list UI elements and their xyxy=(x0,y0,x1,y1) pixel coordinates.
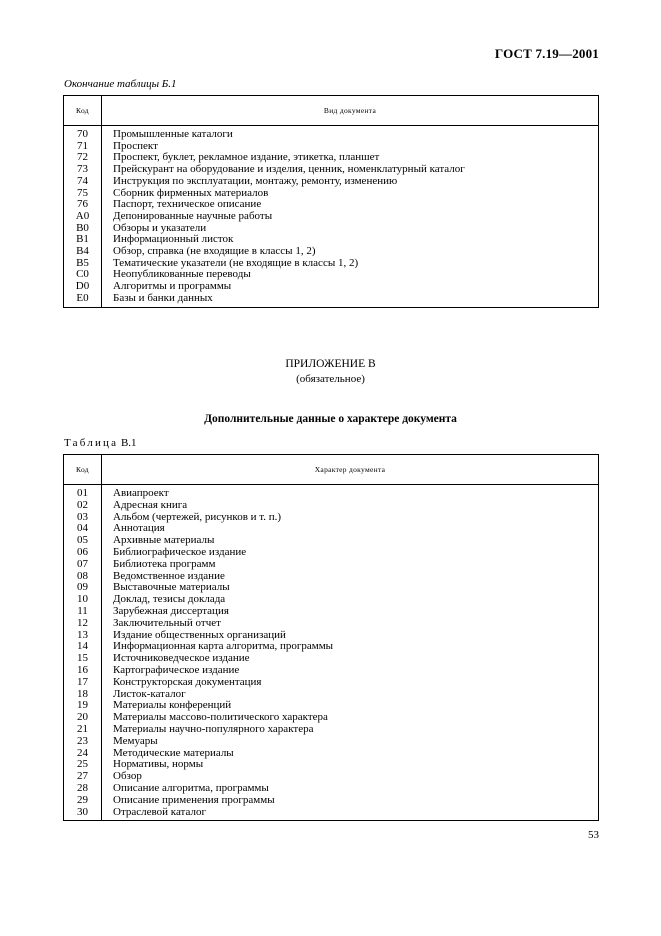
row-code: 20 xyxy=(64,712,102,724)
row-name: Отраслевой каталог xyxy=(113,805,206,818)
row-name: Выставочные материалы xyxy=(113,581,230,594)
table-label-word: Таблица xyxy=(64,437,119,449)
row-code: 19 xyxy=(64,700,102,712)
table-row xyxy=(64,724,599,736)
table-label-number: В.1 xyxy=(120,437,137,449)
row-code: 08 xyxy=(64,571,102,583)
row-name: Библиографическое издание xyxy=(113,545,247,558)
row-code: 09 xyxy=(64,582,102,594)
row-name: Конструкторская документация xyxy=(113,675,262,688)
row-name: Издание общественных организаций xyxy=(113,628,286,641)
row-code: 18 xyxy=(64,689,102,701)
row-name: Прейскурант на оборудование и изделия, ценник, номенклатурный каталог xyxy=(113,163,465,176)
row-code: 10 xyxy=(64,594,102,606)
row-name: Заключительный отчет xyxy=(113,616,221,629)
column-header-document-type: Вид документа xyxy=(102,96,599,126)
row-code: 23 xyxy=(64,736,102,748)
row-code: 15 xyxy=(64,653,102,665)
row-name: Алгоритмы и программы xyxy=(113,280,232,293)
row-code: B5 xyxy=(64,258,102,270)
column-header-document-character: Характер документа xyxy=(102,455,599,485)
row-name: Зарубежная диссертация xyxy=(113,604,229,617)
row-name: Обзор xyxy=(113,770,142,783)
row-name: Проспект xyxy=(113,139,158,152)
table-label xyxy=(64,437,137,449)
table-row xyxy=(64,783,599,795)
row-name: Библиотека программ xyxy=(113,557,216,570)
row-code: 02 xyxy=(64,500,102,512)
row-name: Мемуары xyxy=(113,734,158,747)
table-row xyxy=(64,126,599,141)
row-code: 04 xyxy=(64,523,102,535)
row-name: Неопубликованные переводы xyxy=(113,268,251,281)
table-b1-continuation xyxy=(63,95,599,308)
row-name: Тематические указатели (не входящие в классы 1, 2) xyxy=(113,256,359,269)
table-row xyxy=(64,176,599,188)
row-code: 05 xyxy=(64,535,102,547)
row-code: E0 xyxy=(64,293,102,307)
row-name: Материалы конференций xyxy=(113,699,232,712)
row-code: 25 xyxy=(64,759,102,771)
row-name: Информационная карта алгоритма, программы xyxy=(113,640,334,653)
row-code: 27 xyxy=(64,771,102,783)
row-name: Доклад, тезисы доклада xyxy=(113,593,226,606)
table-header-row xyxy=(64,96,599,126)
row-code: 17 xyxy=(64,677,102,689)
row-name: Архивные материалы xyxy=(113,534,215,547)
row-name: Информационный листок xyxy=(113,233,234,246)
row-code: 29 xyxy=(64,795,102,807)
table-row xyxy=(64,547,599,559)
table-row xyxy=(64,795,599,807)
row-name: Депонированные научные работы xyxy=(113,209,273,222)
row-code: 73 xyxy=(64,164,102,176)
row-code: B0 xyxy=(64,223,102,235)
row-code: 16 xyxy=(64,665,102,677)
row-name: Инструкция по эксплуатации, монтажу, ремонту, изменению xyxy=(113,174,398,187)
row-code: D0 xyxy=(64,281,102,293)
table-row xyxy=(64,211,599,223)
row-name: Обзоры и указатели xyxy=(113,221,207,234)
section-title: Дополнительные данные о характере документа xyxy=(204,413,457,425)
row-code: 75 xyxy=(64,188,102,200)
appendix-status: (обязательное) xyxy=(296,373,365,385)
column-header-code: Код xyxy=(64,455,102,485)
appendix-title: ПРИЛОЖЕНИЕ В xyxy=(285,358,376,370)
row-code: 12 xyxy=(64,618,102,630)
row-code: 30 xyxy=(64,807,102,821)
row-code: 01 xyxy=(64,485,102,500)
column-header-code: Код xyxy=(64,96,102,126)
row-code: 76 xyxy=(64,199,102,211)
row-code: A0 xyxy=(64,211,102,223)
table-row xyxy=(64,665,599,677)
table-row xyxy=(64,807,599,821)
row-name: Описание применения программы xyxy=(113,793,275,806)
table-row xyxy=(64,500,599,512)
row-name: Описание алгоритма, программы xyxy=(113,781,269,794)
table-header-row xyxy=(64,455,599,485)
standard-header: ГОСТ 7.19—2001 xyxy=(494,46,599,61)
row-code: 21 xyxy=(64,724,102,736)
row-name: Базы и банки данных xyxy=(113,291,213,304)
row-name: Нормативы, нормы xyxy=(113,758,204,771)
row-code: 24 xyxy=(64,748,102,760)
table-row xyxy=(64,246,599,258)
table-row xyxy=(64,618,599,630)
row-name: Альбом (чертежей, рисунков и т. п.) xyxy=(113,510,282,523)
row-name: Листок-каталог xyxy=(113,687,186,700)
table-v1 xyxy=(63,454,599,821)
table-row xyxy=(64,759,599,771)
row-name: Проспект, буклет, рекламное издание, этикетка, планшет xyxy=(113,151,380,164)
table-row xyxy=(64,606,599,618)
row-code: 71 xyxy=(64,141,102,153)
row-name: Ведомственное издание xyxy=(113,569,225,582)
row-code: 06 xyxy=(64,547,102,559)
row-name: Картографическое издание xyxy=(113,663,240,676)
row-code: 07 xyxy=(64,559,102,571)
row-name: Паспорт, техническое описание xyxy=(113,198,262,211)
page-number: 53 xyxy=(588,829,599,841)
row-name: Авиапроект xyxy=(113,487,169,499)
table-continuation-caption: Окончание таблицы Б.1 xyxy=(64,78,177,90)
table-row xyxy=(64,293,599,307)
row-code: 70 xyxy=(64,126,102,141)
row-name: Материалы массово-политического характера xyxy=(113,711,328,724)
row-code: 11 xyxy=(64,606,102,618)
row-code: B4 xyxy=(64,246,102,258)
row-name: Адресная книга xyxy=(113,498,188,511)
row-name: Методические материалы xyxy=(113,746,234,759)
row-code: 28 xyxy=(64,783,102,795)
row-name: Источниковедческое издание xyxy=(113,652,250,665)
table-row xyxy=(64,485,599,500)
table-row xyxy=(64,736,599,748)
row-code: 03 xyxy=(64,512,102,524)
table-row xyxy=(64,677,599,689)
row-code: 74 xyxy=(64,176,102,188)
row-name: Обзор, справка (не входящие в классы 1, 2) xyxy=(113,245,316,258)
row-code: B1 xyxy=(64,234,102,246)
row-code: 72 xyxy=(64,152,102,164)
row-code: C0 xyxy=(64,269,102,281)
row-name: Аннотация xyxy=(113,522,165,535)
row-name: Промышленные каталоги xyxy=(113,128,233,140)
row-code: 14 xyxy=(64,641,102,653)
row-name: Материалы научно-популярного характера xyxy=(113,722,314,735)
table-row xyxy=(64,559,599,571)
row-name: Сборник фирменных материалов xyxy=(113,186,269,199)
row-code: 13 xyxy=(64,630,102,642)
